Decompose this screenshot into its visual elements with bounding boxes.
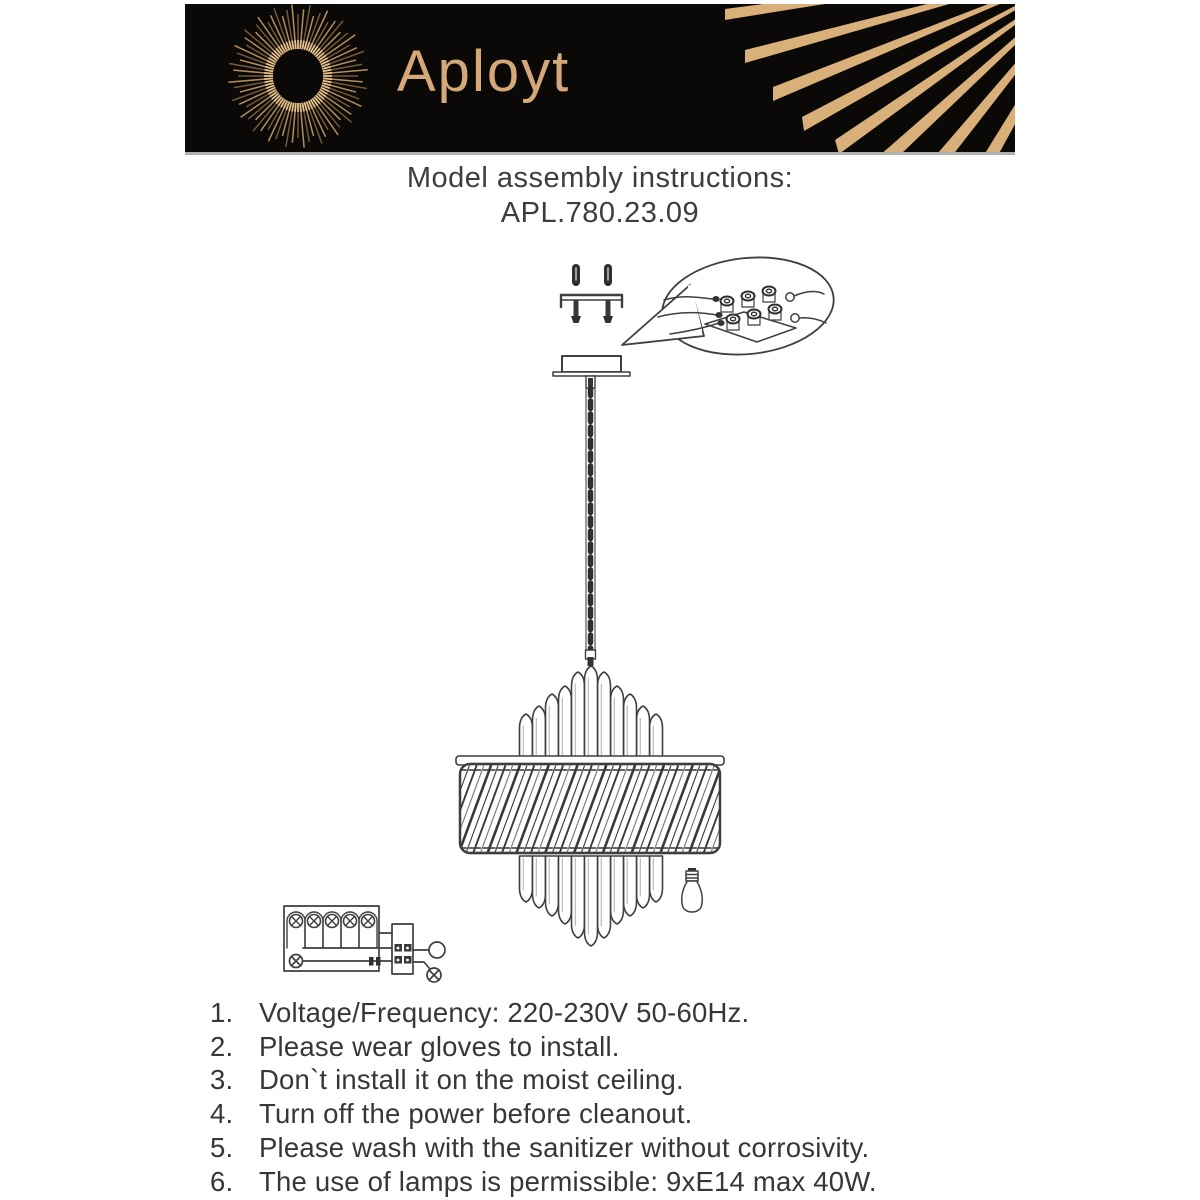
instruction-number: 3. [210, 1064, 234, 1096]
terminal-callout [622, 249, 839, 362]
instruction-number: 2. [210, 1030, 234, 1062]
lamp-symbol [290, 955, 303, 968]
instruction-text: Turn off the power before cleanout. [259, 1098, 693, 1130]
mounting-bolt [603, 264, 613, 323]
lower-crystal-tier [520, 856, 663, 946]
instruction-item [210, 1030, 1110, 1064]
instruction-text: The use of lamps is permissible: 9xE14 max 40W. [259, 1165, 877, 1197]
starburst-logo-icon [185, 4, 415, 152]
wiring-diagram [284, 906, 445, 982]
instruction-item [210, 1097, 1110, 1131]
e14-bulb [682, 868, 702, 912]
ceiling-canopy [553, 356, 630, 388]
instruction-text: Voltage/Frequency: 220-230V 50-60Hz. [259, 996, 750, 1028]
page-title: Model assembly instructions: [406, 162, 794, 194]
instruction-number: 1. [210, 996, 234, 1028]
hanging-chain [586, 388, 596, 666]
corner-rays-icon [545, 4, 1015, 152]
brand-logo-text: Aployt [397, 39, 571, 104]
upper-crystal-tier [520, 666, 663, 762]
starburst-core [273, 49, 323, 103]
mounting-bolt [571, 264, 581, 323]
instruction-text: Don`t install it on the moist ceiling. [259, 1064, 684, 1096]
pleated-drum-shade [430, 756, 757, 853]
instruction-text: Please wash with the sanitizer without corrosivity. [259, 1132, 870, 1164]
brand-banner [185, 4, 1015, 155]
lamp-symbol [427, 968, 441, 982]
model-number: APL.780.23.09 [500, 197, 700, 229]
assembly-drawing [250, 248, 850, 1008]
instruction-item [210, 1131, 1110, 1165]
instructions-list [210, 996, 1110, 1199]
instruction-item [210, 996, 1110, 1030]
instruction-number: 5. [210, 1132, 234, 1164]
instruction-item [210, 1064, 1110, 1098]
instruction-item [210, 1165, 1110, 1199]
instruction-text: Please wear gloves to install. [259, 1030, 620, 1062]
mounting-bracket [561, 264, 622, 323]
switch-symbol [429, 942, 445, 958]
instruction-number: 4. [210, 1098, 234, 1130]
instruction-number: 6. [210, 1165, 234, 1197]
